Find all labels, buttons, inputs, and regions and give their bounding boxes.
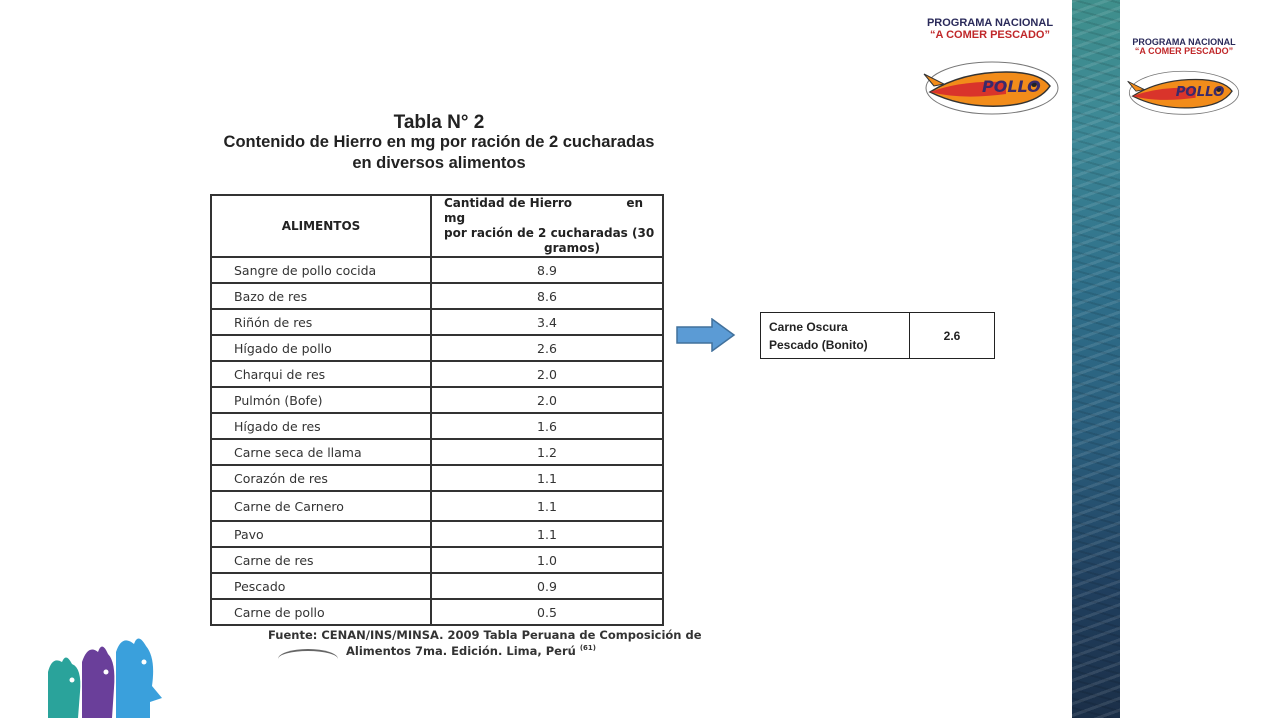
callout-value: 2.6 — [910, 313, 995, 359]
source-line2: Alimentos 7ma. Edición. Lima, Perú — [346, 644, 576, 659]
column-header-iron: Cantidad de Hierro en mg por ración de 2 cucharadas (30 gramos) — [431, 195, 663, 257]
table-row — [211, 599, 663, 625]
table-row — [211, 257, 663, 283]
table-row — [211, 283, 663, 309]
iron-value: 0.5 — [431, 599, 663, 625]
table-row — [211, 309, 663, 335]
table-row — [211, 465, 663, 491]
iron-value: 1.1 — [431, 521, 663, 547]
decorative-water-strip — [1072, 0, 1120, 718]
fish-group-icon — [42, 632, 164, 718]
food-name: Hígado de res — [211, 413, 431, 439]
food-name: Corazón de res — [211, 465, 431, 491]
iron-value: 1.6 — [431, 413, 663, 439]
food-name: Carne de Carnero — [211, 491, 431, 521]
table-header-row — [211, 195, 663, 257]
table-row — [211, 547, 663, 573]
iron-value: 2.6 — [431, 335, 663, 361]
table-subtitle-line2: en diversos alimentos — [352, 154, 526, 172]
fish-logo-icon — [922, 46, 1062, 116]
table-row — [211, 387, 663, 413]
fish-logo-icon — [1126, 58, 1242, 116]
food-name: Pulmón (Bofe) — [211, 387, 431, 413]
table-row — [211, 521, 663, 547]
table-row — [211, 361, 663, 387]
table-subtitle-line1: Contenido de Hierro en mg por ración de 2 cucharadas — [223, 133, 655, 151]
stamp-seal — [278, 649, 338, 669]
logo-line1: PROGRAMA NACIONAL — [1132, 37, 1236, 47]
table-row — [211, 439, 663, 465]
food-name: Sangre de pollo cocida — [211, 257, 431, 283]
iron-value: 2.0 — [431, 387, 663, 413]
callout-row — [761, 313, 995, 359]
food-name: Charqui de res — [211, 361, 431, 387]
iron-content-table — [210, 194, 664, 626]
logo-line2: “A COMER PESCADO” — [1134, 46, 1234, 57]
food-name: Pescado — [211, 573, 431, 599]
svg-text:POLLO: POLLO — [1175, 85, 1225, 101]
iron-value: 8.6 — [431, 283, 663, 309]
programa-logo-small — [1126, 38, 1242, 118]
table-row — [211, 413, 663, 439]
table-title: Tabla N° 2 — [393, 112, 485, 133]
food-name: Carne de pollo — [211, 599, 431, 625]
food-name: Pavo — [211, 521, 431, 547]
logo-line1: PROGRAMA NACIONAL — [926, 17, 1054, 29]
food-name: Bazo de res — [211, 283, 431, 309]
iron-value: 1.1 — [431, 465, 663, 491]
food-name: Carne seca de llama — [211, 439, 431, 465]
iron-value: 1.2 — [431, 439, 663, 465]
iron-value: 1.0 — [431, 547, 663, 573]
food-name: Hígado de pollo — [211, 335, 431, 361]
source-line1: Fuente: CENAN/INS/MINSA. 2009 Tabla Peruana de Composición de — [268, 628, 702, 642]
callout-food: Carne Oscura Pescado (Bonito) — [761, 313, 910, 359]
logo-line2: “A COMER PESCADO” — [930, 28, 1050, 41]
food-name: Carne de res — [211, 547, 431, 573]
table-row — [211, 573, 663, 599]
iron-value: 8.9 — [431, 257, 663, 283]
programa-logo-large — [922, 18, 1062, 116]
svg-text:POLLO: POLLO — [982, 77, 1041, 96]
table-row — [211, 335, 663, 361]
iron-value: 2.0 — [431, 361, 663, 387]
right-arrow-icon — [676, 318, 736, 352]
source-reference: (61) — [579, 644, 596, 653]
iron-value: 1.1 — [431, 491, 663, 521]
iron-value: 0.9 — [431, 573, 663, 599]
callout-table — [760, 312, 995, 359]
iron-value: 3.4 — [431, 309, 663, 335]
column-header-food: ALIMENTOS — [211, 195, 431, 257]
table-row — [211, 491, 663, 521]
food-name: Riñón de res — [211, 309, 431, 335]
